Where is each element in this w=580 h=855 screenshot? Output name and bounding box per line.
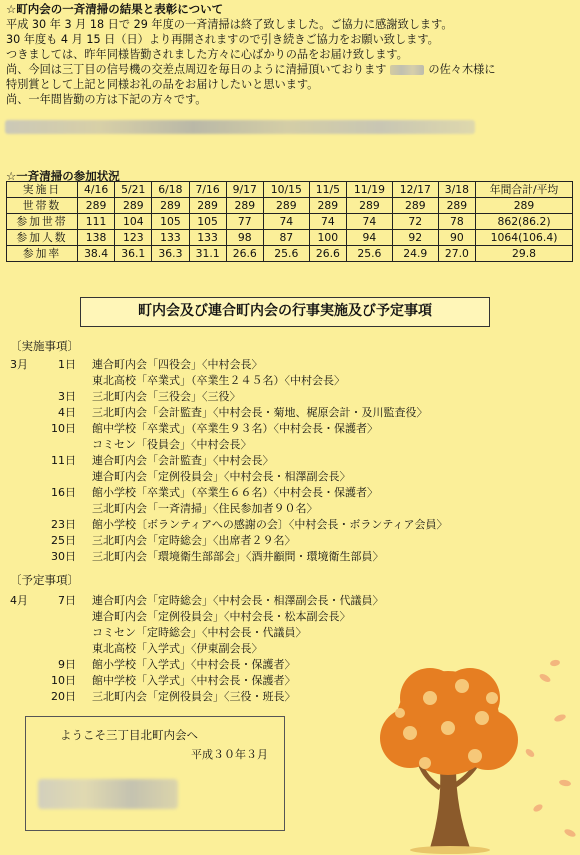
event-day: 16日 bbox=[51, 486, 76, 499]
event-day: 1日 bbox=[58, 358, 76, 371]
autumn-tree-illustration bbox=[370, 658, 580, 855]
event-day: 23日 bbox=[51, 518, 76, 531]
table-row bbox=[7, 246, 573, 262]
table-cell: 10/15 bbox=[263, 182, 309, 198]
total-cell: 29.8 bbox=[476, 246, 573, 262]
table-cell: 36.3 bbox=[152, 246, 189, 262]
table-cell: 100 bbox=[309, 230, 346, 246]
table-cell: 289 bbox=[78, 198, 115, 214]
intro-line: 平成 30 年 3 月 18 日で 29 年度の一斉清掃は終了致しました。ご協力に感謝致します。 bbox=[6, 18, 453, 31]
table-cell: 123 bbox=[115, 230, 152, 246]
table-cell: 105 bbox=[189, 214, 226, 230]
intro-line: 尚、今回は三丁目の信号機の交差点周辺を毎日のように清掃頂いております の佐々木様に bbox=[6, 63, 496, 76]
table-cell: 72 bbox=[392, 214, 438, 230]
table-cell: 289 bbox=[392, 198, 438, 214]
event-day: 9日 bbox=[58, 658, 76, 671]
event-day: 30日 bbox=[51, 550, 76, 563]
total-cell: 1064(106.4) bbox=[476, 230, 573, 246]
table-cell: 92 bbox=[392, 230, 438, 246]
row-label: 参加人数 bbox=[7, 230, 78, 246]
event-text: 三北町内会「三役会」〈三役〉 bbox=[92, 390, 241, 403]
table-row bbox=[7, 182, 573, 198]
table-cell: 25.6 bbox=[346, 246, 392, 262]
table-cell: 98 bbox=[226, 230, 263, 246]
event-text: 三北町内会「一斉清掃」〈住民参加者９０名〉 bbox=[92, 502, 318, 515]
welcome-box bbox=[25, 716, 285, 831]
table-cell: 25.6 bbox=[263, 246, 309, 262]
table-cell: 7/16 bbox=[189, 182, 226, 198]
table-cell: 12/17 bbox=[392, 182, 438, 198]
table-cell: 11/5 bbox=[309, 182, 346, 198]
event-day: 10日 bbox=[51, 674, 76, 687]
event-text: 三北町内会「定例役員会」〈三役・班長〉 bbox=[92, 690, 296, 703]
row-label: 参加率 bbox=[7, 246, 78, 262]
table-cell: 74 bbox=[263, 214, 309, 230]
event-text: 連合町内会「定例役員会」〈中村会長・松本副会長〉 bbox=[92, 610, 351, 623]
intro-line: 特別賞として上記と同様お礼の品をお届けしたいと思います。 bbox=[6, 78, 319, 91]
table-cell: 9/17 bbox=[226, 182, 263, 198]
table-cell: 104 bbox=[115, 214, 152, 230]
event-month: 4月 bbox=[10, 594, 28, 607]
participation-title: ☆一斉清掃の参加状況 bbox=[6, 169, 120, 183]
table-cell: 24.9 bbox=[392, 246, 438, 262]
row-label: 実施日 bbox=[7, 182, 78, 198]
event-day: 4日 bbox=[58, 406, 76, 419]
table-cell: 90 bbox=[438, 230, 475, 246]
table-cell: 26.6 bbox=[309, 246, 346, 262]
event-text: 連合町内会「会計監査」〈中村会長〉 bbox=[92, 454, 274, 467]
participation-table bbox=[6, 181, 573, 262]
table-cell: 3/18 bbox=[438, 182, 475, 198]
event-text: 館小学校「入学式」〈中村会長・保護者〉 bbox=[92, 658, 296, 671]
events-title: 町内会及び連合町内会の行事実施及び予定事項 bbox=[80, 297, 490, 327]
row-label: 世帯数 bbox=[7, 198, 78, 214]
event-text: 連合町内会「四役会」〈中村会長〉 bbox=[92, 358, 263, 371]
event-text: 館小学校「卒業式」（卒業生６６名）〈中村会長・保護者〉 bbox=[92, 486, 378, 499]
event-day: 25日 bbox=[51, 534, 76, 547]
event-text: コミセン「役員会」〈中村会長〉 bbox=[92, 438, 252, 451]
intro-line: つきましては、昨年同様皆勤されました方々に心ばかりの品をお届け致します。 bbox=[6, 48, 408, 61]
table-cell: 289 bbox=[152, 198, 189, 214]
table-cell: 31.1 bbox=[189, 246, 226, 262]
table-cell: 111 bbox=[78, 214, 115, 230]
total-cell: 862(86.2) bbox=[476, 214, 573, 230]
event-day: 10日 bbox=[51, 422, 76, 435]
table-row bbox=[7, 198, 573, 214]
event-text: 館小学校〔ボランティアへの感謝の会〕〈中村会長・ボランティア会員〉 bbox=[92, 518, 448, 531]
event-text: 東北高校「入学式」〈伊東副会長〉 bbox=[92, 642, 263, 655]
row-label: 参加世帯 bbox=[7, 214, 78, 230]
table-cell: 289 bbox=[309, 198, 346, 214]
event-text: 連合町内会「定時総会」〈中村会長・相澤副会長・代議員〉 bbox=[92, 594, 384, 607]
event-text: 三北町内会「定時総会」〈出席者２９名〉 bbox=[92, 534, 296, 547]
table-cell: 38.4 bbox=[78, 246, 115, 262]
table-cell: 78 bbox=[438, 214, 475, 230]
redacted-names-line bbox=[5, 120, 475, 134]
event-month: 3月 bbox=[10, 358, 28, 371]
table-cell: 289 bbox=[346, 198, 392, 214]
event-day: 11日 bbox=[51, 454, 76, 467]
event-day: 20日 bbox=[51, 690, 76, 703]
table-cell: 74 bbox=[309, 214, 346, 230]
table-row bbox=[7, 214, 573, 230]
table-cell: 138 bbox=[78, 230, 115, 246]
table-cell: 36.1 bbox=[115, 246, 152, 262]
table-cell: 4/16 bbox=[78, 182, 115, 198]
plan-label: 〔予定事項〕 bbox=[10, 573, 79, 587]
total-cell: 年間合計/平均 bbox=[476, 182, 573, 198]
table-row bbox=[7, 230, 573, 246]
table-cell: 133 bbox=[152, 230, 189, 246]
welcome-line: ようこそ三丁目北町内会へ bbox=[60, 728, 198, 742]
event-text: 三北町内会「環境衛生部部会」〈酒井顧問・環境衛生部員〉 bbox=[92, 550, 384, 563]
table-cell: 105 bbox=[152, 214, 189, 230]
event-text: 館中学校「卒業式」（卒業生９３名）〈中村会長・保護者〉 bbox=[92, 422, 378, 435]
total-cell: 289 bbox=[476, 198, 573, 214]
welcome-date: 平成３０年３月 bbox=[191, 748, 268, 761]
intro-text bbox=[6, 17, 576, 107]
table-cell: 27.0 bbox=[438, 246, 475, 262]
event-day: 3日 bbox=[58, 390, 76, 403]
table-cell: 289 bbox=[226, 198, 263, 214]
event-text: 東北高校「卒業式」（卒業生２４５名）〈中村会長〉 bbox=[92, 374, 345, 387]
intro-line: 尚、一年間皆勤の方は下記の方々です。 bbox=[6, 93, 207, 106]
table-cell: 289 bbox=[438, 198, 475, 214]
table-cell: 133 bbox=[189, 230, 226, 246]
table-cell: 77 bbox=[226, 214, 263, 230]
table-cell: 289 bbox=[263, 198, 309, 214]
event-text: 連合町内会「定例役員会」〈中村会長・相澤副会長〉 bbox=[92, 470, 351, 483]
event-text: コミセン「定時総会」〈中村会長・代議員〉 bbox=[92, 626, 307, 639]
event-day: 7日 bbox=[58, 594, 76, 607]
table-cell: 74 bbox=[346, 214, 392, 230]
event-text: 三北町内会「会計監査」〈中村会長・菊地、梶原会計・及川監査役〉 bbox=[92, 406, 428, 419]
table-cell: 94 bbox=[346, 230, 392, 246]
table-cell: 87 bbox=[263, 230, 309, 246]
table-cell: 289 bbox=[189, 198, 226, 214]
event-text: 館中学校「入学式」〈中村会長・保護者〉 bbox=[92, 674, 296, 687]
redacted-name bbox=[390, 65, 424, 75]
table-cell: 5/21 bbox=[115, 182, 152, 198]
table-cell: 11/19 bbox=[346, 182, 392, 198]
section-header-cleanup: ☆町内会の一斉清掃の結果と表彰について bbox=[6, 2, 224, 16]
table-cell: 26.6 bbox=[226, 246, 263, 262]
intro-line: 30 年度も 4 月 15 日（日）より再開されますので引き続きご協力をお願い致します。 bbox=[6, 33, 439, 46]
done-label: 〔実施事項〕 bbox=[10, 339, 79, 353]
table-cell: 289 bbox=[115, 198, 152, 214]
table-cell: 6/18 bbox=[152, 182, 189, 198]
redacted-signature bbox=[38, 779, 178, 809]
